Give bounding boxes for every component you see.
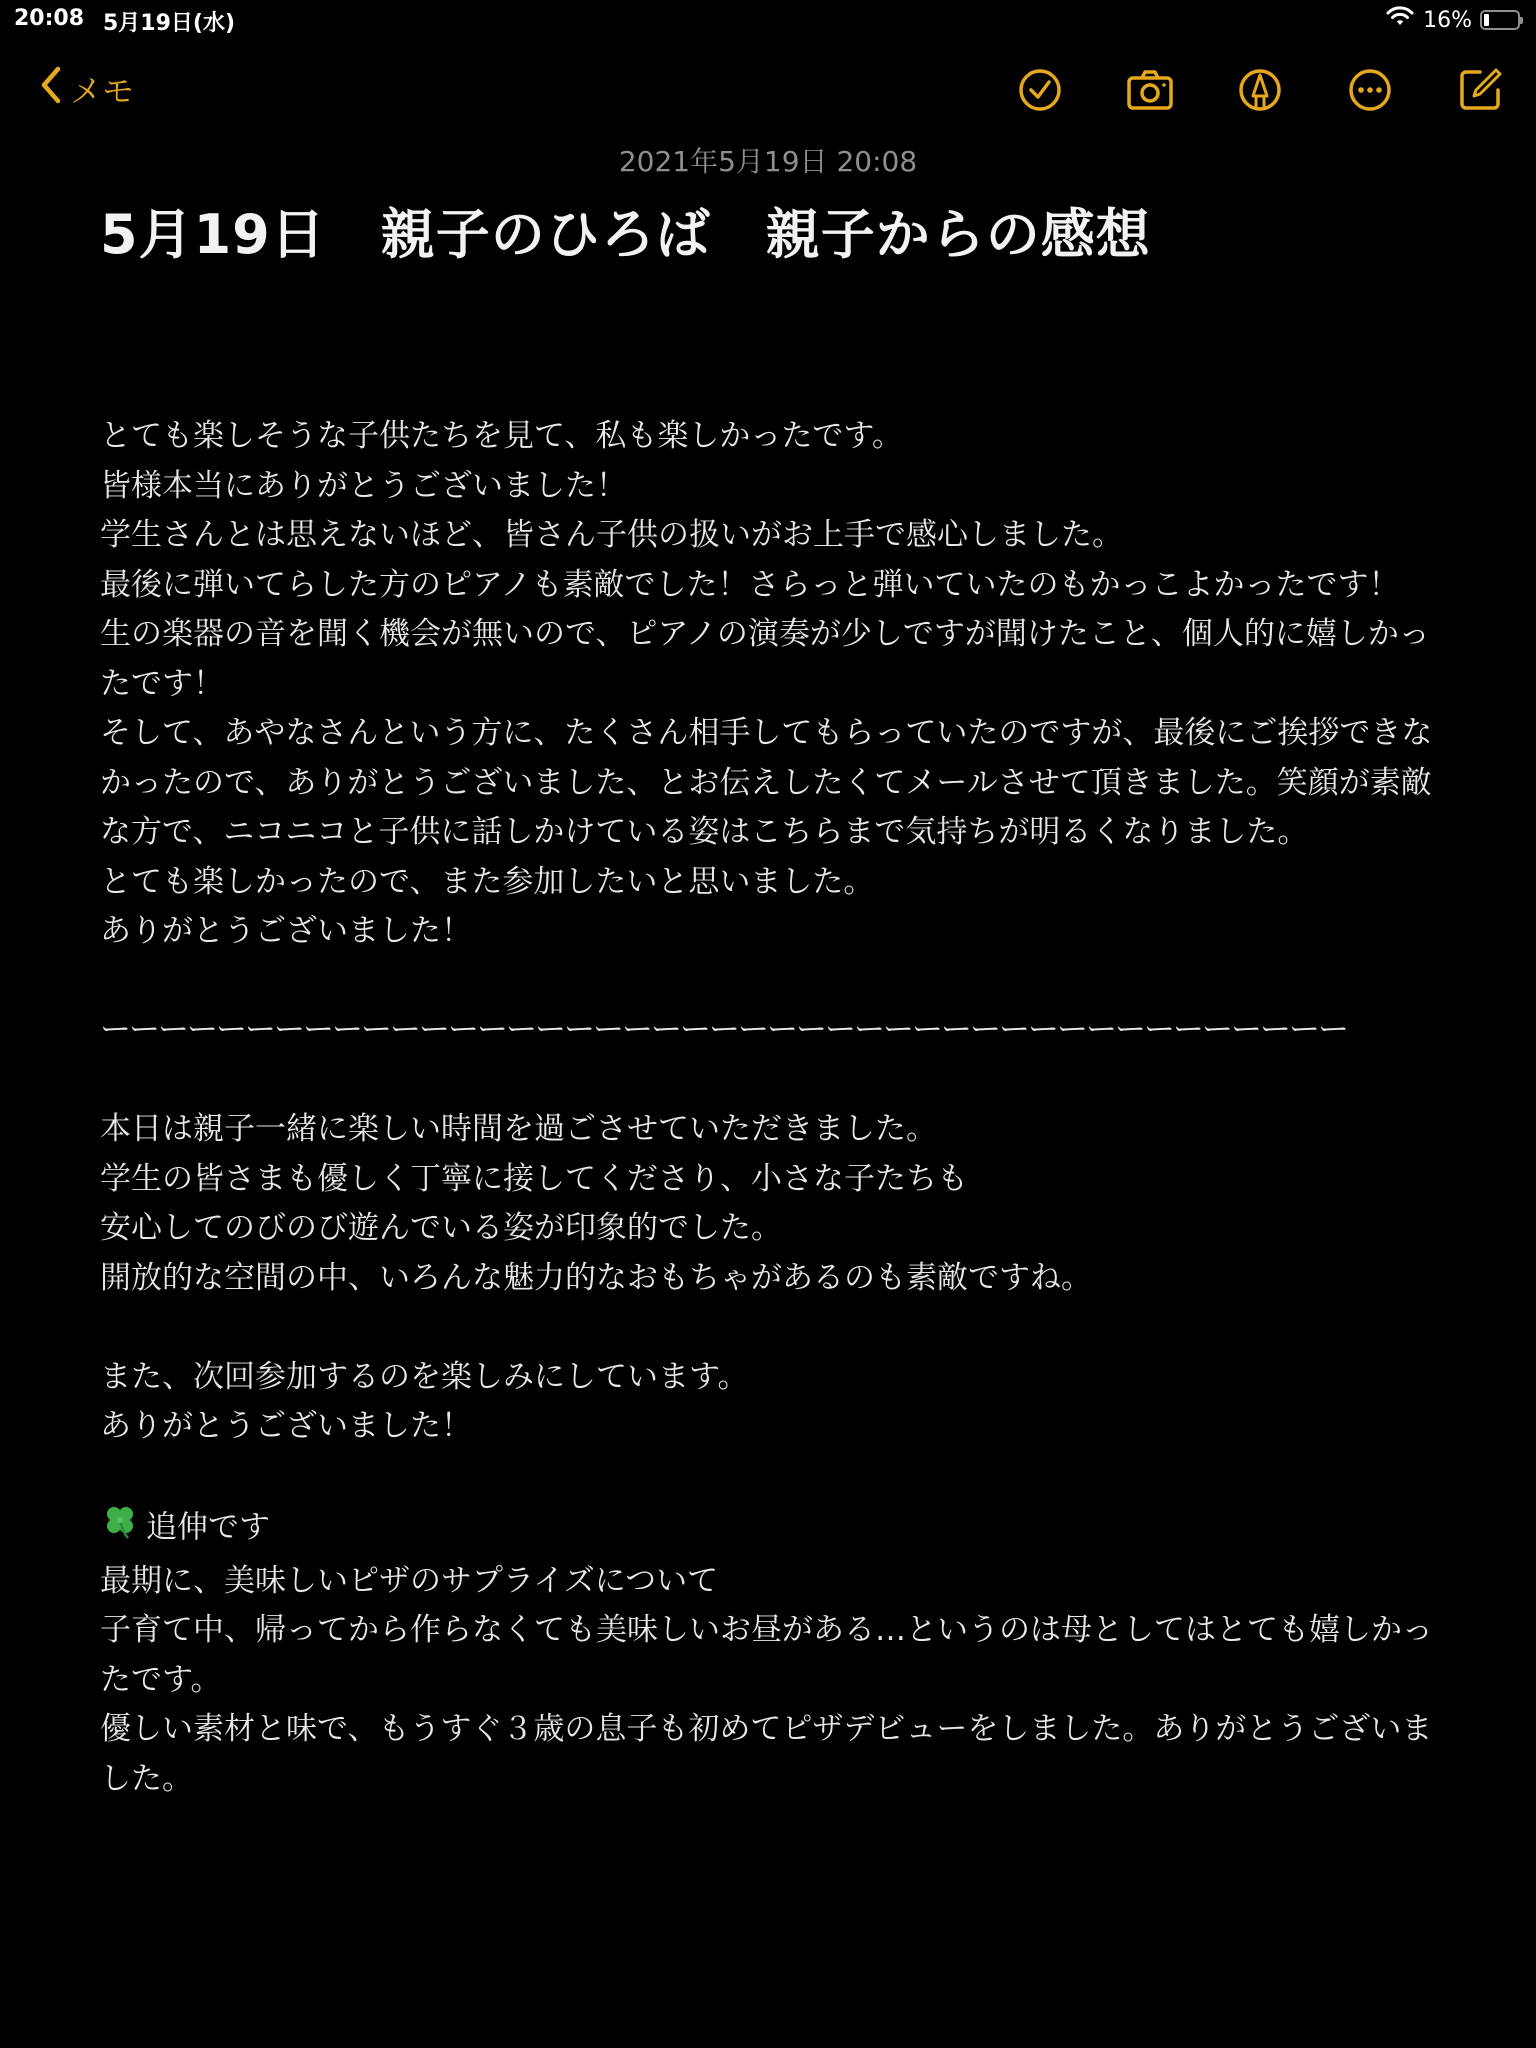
- text-line: 本日は親子一緒に楽しい時間を過ごさせていただきました。: [100, 1111, 937, 1147]
- text-line: 優しい素材と味で、もうすぐ３歳の息子も初めてピザデビューをしました。ありがとうございました。: [100, 1711, 1433, 1797]
- text-line: 安心してのびのび遊んでいる姿が印象的でした。: [100, 1210, 782, 1246]
- markup-pen-icon: [1236, 66, 1284, 114]
- camera-button[interactable]: [1124, 64, 1176, 116]
- text-line: 生の楽器の音を聞く機会が無いので、ピアノの演奏が少しですが聞けたこと、個人的に嬉しかったです！: [100, 616, 1430, 702]
- status-date: 5月19日(水): [103, 11, 236, 36]
- back-button-label: メモ: [70, 72, 135, 110]
- text-line: 学生さんとは思えないほど、皆さん子供の扱いがお上手で感心しました。: [100, 517, 1123, 553]
- text-line: 最後に弾いてらした方のピアノも素敵でした！さらっと弾いていたのもかっこよかったです！: [100, 566, 1400, 603]
- status-time: 20:08: [14, 6, 85, 31]
- more-icon: [1346, 66, 1394, 114]
- wifi-icon: [1385, 6, 1415, 34]
- back-button[interactable]: [40, 66, 134, 112]
- note-body[interactable]: [100, 412, 1440, 1804]
- text-line: 開放的な空間の中、いろんな魅力的なおもちゃがあるのも素敵ですね。: [100, 1259, 1092, 1296]
- four-leaf-clover-icon: [100, 1501, 140, 1557]
- text-line: 皆様本当にありがとうございました！: [100, 467, 627, 504]
- text-line: ありがとうございました！: [100, 1408, 472, 1444]
- note-timestamp: 2021年5月19日 20:08: [618, 145, 918, 178]
- chevron-left-icon: [40, 66, 62, 112]
- text-line: また、次回参加するのを楽しみにしています。: [100, 1358, 749, 1395]
- markup-button[interactable]: [1234, 64, 1286, 116]
- nav-bar: [0, 60, 1536, 120]
- compose-button[interactable]: [1454, 64, 1506, 116]
- battery-percent: 16%: [1423, 7, 1472, 33]
- text-line: とても楽しそうな子供たちを見て、私も楽しかったです。: [100, 418, 903, 454]
- camera-icon: [1126, 66, 1174, 114]
- toolbar: [1014, 64, 1506, 116]
- checklist-icon: [1016, 66, 1064, 114]
- text-line: 最期に、美味しいピザのサプライズについて: [100, 1562, 719, 1599]
- text-line: 学生の皆さまも優しく丁寧に接してくださり、小さな子たちも: [100, 1160, 968, 1197]
- status-bar: [0, 0, 1536, 40]
- divider-line: ーーーーーーーーーーーーーーーーーーーーーーーーーーーーーーーーーーーーーーーーーーー: [100, 1012, 1347, 1048]
- text-line: とても楽しかったので、また参加したいと思いました。: [100, 863, 875, 900]
- note-title[interactable]: 5月19日 親子のひろば 親子からの感想: [100, 203, 1151, 266]
- compose-icon: [1456, 66, 1504, 114]
- postscript-line: [100, 1501, 1440, 1557]
- postscript-label: 追伸です: [146, 1509, 270, 1546]
- more-button[interactable]: [1344, 64, 1396, 116]
- text-line: ありがとうございました！: [100, 913, 472, 949]
- battery-icon: [1480, 10, 1520, 30]
- checklist-button[interactable]: [1014, 64, 1066, 116]
- text-line: そして、あやなさんという方に、たくさん相手してもらっていたのですが、最後にご挨拶できなかったので、ありがとうございました、とお伝えしたくてメールさせて頂きました。笑顔が素敵な方で、ニコニコと子供に話しかけている姿はこちらまで気持ちが明るくなりました。: [100, 715, 1433, 850]
- status-indicators: [1385, 6, 1520, 34]
- text-line: 子育て中、帰ってから作らなくても美味しいお昼がある…というのは母としてはとても嬉しかったです。: [100, 1612, 1433, 1698]
